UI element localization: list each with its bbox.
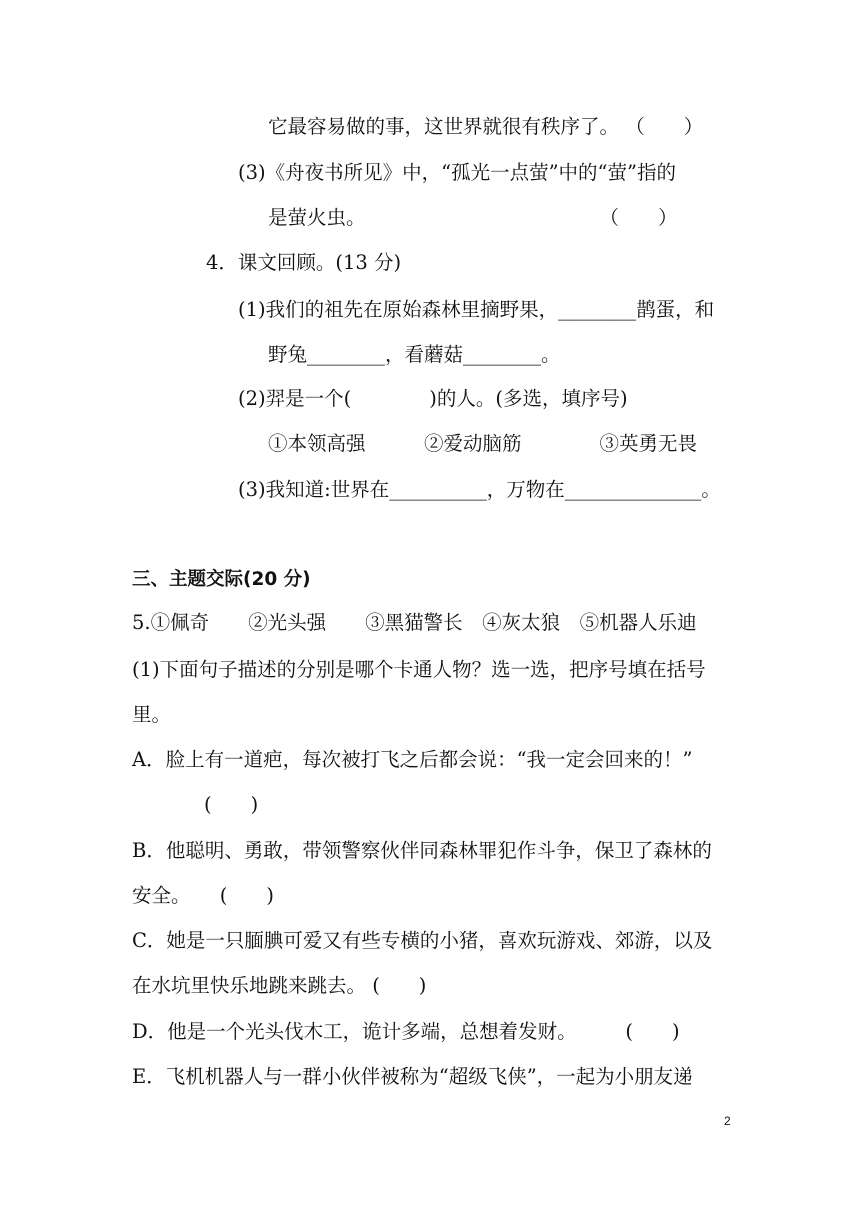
options-line: ①本领高强 ②爱动脑筋 ③英勇无畏 <box>268 432 698 455</box>
question-4-title: 4．课文回顾。(13 分) <box>206 251 402 274</box>
item-b-cont: 安全。 ( ) <box>132 884 274 907</box>
text-line-7: (2)羿是一个( )的人。(多选，填序号) <box>238 387 628 410</box>
section-3-heading: 三、主题交际(20 分) <box>132 569 311 590</box>
item-a-blank: ( ) <box>204 793 259 816</box>
text-line-3: 是萤火虫。 （ ） <box>268 206 678 229</box>
item-d: D．他是一个光头伐木工，诡计多端，总想着发财。 ( ) <box>132 1020 680 1043</box>
text-line-13: 里。 <box>132 703 172 726</box>
item-e: E．飞机机器人与一群小伙伴被称为“超级飞侠”，一起为小朋友递 <box>132 1065 693 1088</box>
text-line-6: 野兔________，看蘑菇________。 <box>268 343 561 366</box>
item-b: B．他聪明、勇敢，带领警察伙伴同森林罪犯作斗争，保卫了森林的 <box>132 839 712 862</box>
text-line-9: (3)我知道:世界在__________，万物在______________。 <box>238 478 721 501</box>
text-line-12: (1)下面句子描述的分别是哪个卡通人物？选一选，把序号填在括号 <box>132 658 706 681</box>
page-number: 2 <box>724 1114 731 1128</box>
text-line-5: (1)我们的祖先在原始森林里摘野果，________鹊蛋，和 <box>238 298 715 321</box>
question-5-options: 5.①佩奇 ②光头强 ③黑猫警长 ④灰太狼 ⑤机器人乐迪 <box>132 611 697 634</box>
item-c: C．她是一只腼腆可爱又有些专横的小猪，喜欢玩游戏、郊游，以及 <box>132 929 713 952</box>
text-line-2: (3)《舟夜书所见》中，“孤光一点萤”中的“萤”指的 <box>238 161 676 184</box>
item-a: A．脸上有一道疤，每次被打飞之后都会说：“我一定会回来的！” <box>132 748 693 771</box>
text-line-1: 它最容易做的事，这世界就很有秩序了。 （ ） <box>268 115 704 138</box>
item-c-cont: 在水坑里快乐地跳来跳去。 ( ) <box>132 974 427 997</box>
